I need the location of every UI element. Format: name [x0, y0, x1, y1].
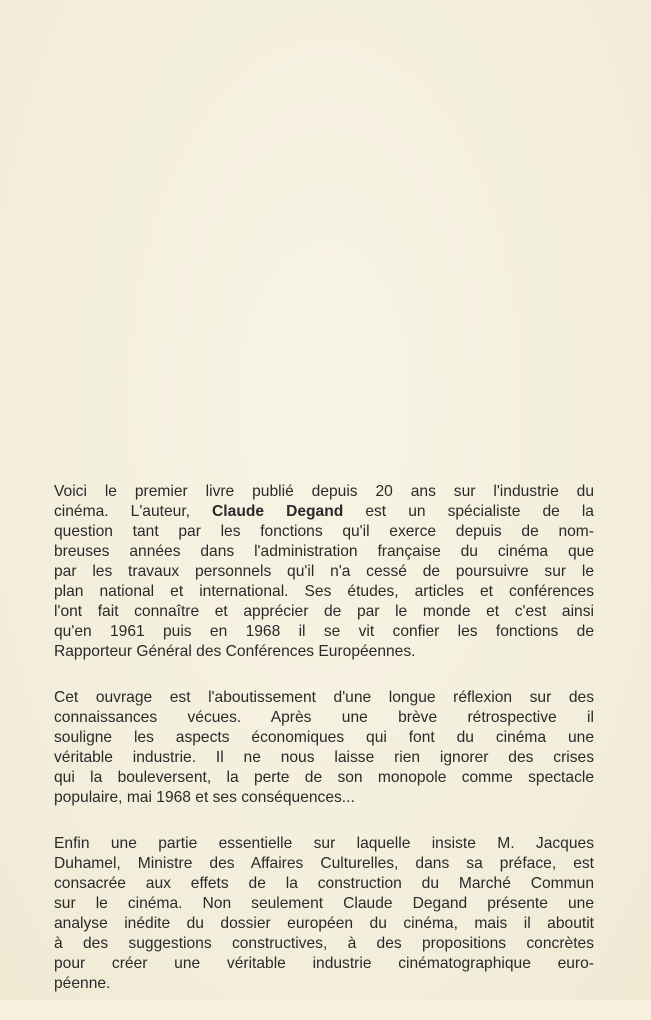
text-line: connaissances vécues. Après une brève rétrospective il	[54, 709, 594, 726]
text-line: véritable industrie. Il ne nous laisse rien ignorer des crises	[54, 749, 594, 766]
text-line: péenne.	[54, 975, 111, 992]
text-line: plan national et international. Ses études, articles et conférences	[54, 583, 594, 600]
text-fragment: cinéma. L'auteur,	[54, 503, 213, 520]
text-line: pour créer une véritable industrie cinématographique euro-	[54, 955, 594, 972]
author-name: Claude Degand	[212, 503, 344, 520]
text-line: Cet ouvrage est l'aboutissement d'une longue réflexion sur des	[54, 689, 594, 706]
text-line: Enfin une partie essentielle sur laquelle insiste M. Jacques	[54, 835, 594, 852]
text-line: Rapporteur Général des Conférences Européennes.	[54, 643, 416, 660]
paragraph-2	[54, 688, 594, 808]
text-line: consacrée aux effets de la construction du Marché Commun	[54, 875, 594, 892]
text-line: sur le cinéma. Non seulement Claude Degand présente une	[54, 895, 594, 912]
text-line: souligne les aspects économiques qui font du cinéma une	[54, 729, 594, 746]
text-line: breuses années dans l'administration française du cinéma que	[54, 543, 594, 560]
text-fragment: est un spécialiste de la	[343, 503, 594, 520]
text-line: question tant par les fonctions qu'il exerce depuis de nom-	[54, 523, 594, 540]
blurb-text	[54, 482, 594, 1020]
text-line: analyse inédite du dossier européen du cinéma, mais il aboutit	[54, 915, 594, 932]
paragraph-1	[54, 482, 594, 662]
text-line: Duhamel, Ministre des Affaires Culturelles, dans sa préface, est	[54, 855, 594, 872]
text-line: l'ont fait connaître et apprécier de par le monde et c'est ainsi	[54, 603, 594, 620]
text-line	[54, 502, 594, 522]
text-line: Voici le premier livre publié depuis 20 ans sur l'industrie du	[54, 483, 594, 500]
paragraph-3	[54, 834, 594, 994]
text-line: à des suggestions constructives, à des propositions concrètes	[54, 935, 594, 952]
text-line: par les travaux personnels qu'il n'a cessé de poursuivre sur le	[54, 563, 594, 580]
text-line: populaire, mai 1968 et ses conséquences...	[54, 789, 355, 806]
text-line: qu'en 1961 puis en 1968 il se vit confier les fonctions de	[54, 623, 594, 640]
text-line: qui la bouleversent, la perte de son monopole comme spectacle	[54, 769, 594, 786]
